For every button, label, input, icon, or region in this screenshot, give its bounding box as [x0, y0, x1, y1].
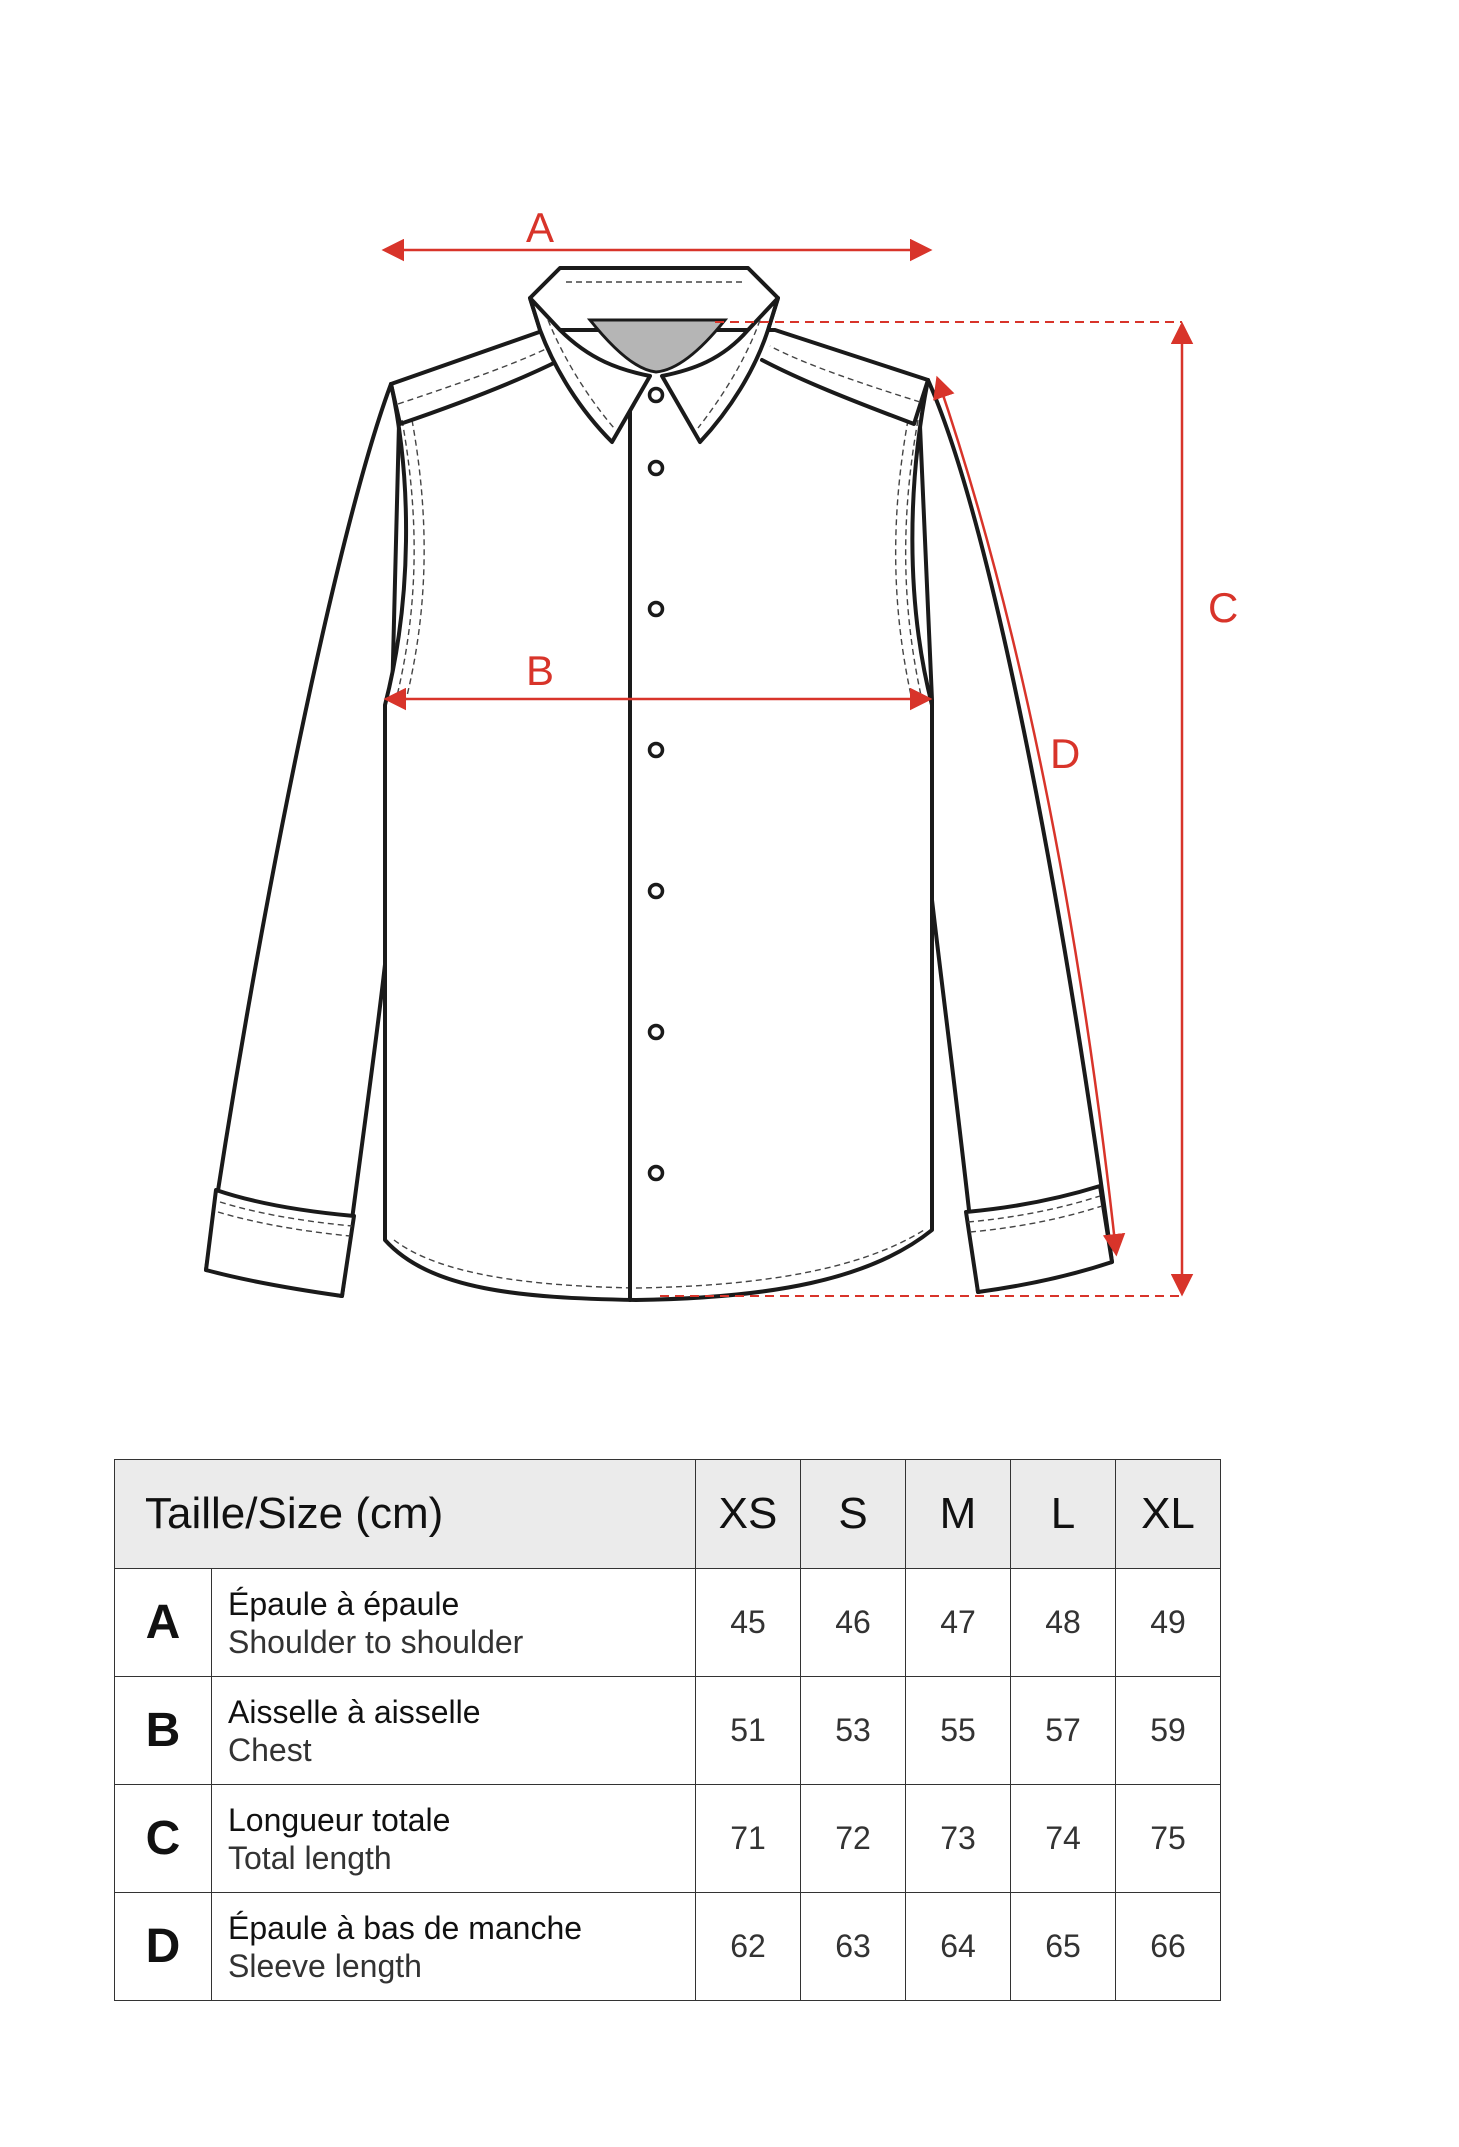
- value-cell: 74: [1011, 1785, 1116, 1893]
- value-cell: 59: [1116, 1677, 1221, 1785]
- table-row: [115, 1569, 1221, 1677]
- measure-c-label: C: [1208, 584, 1239, 631]
- value-cell: 57: [1011, 1677, 1116, 1785]
- label-french: Épaule à épaule: [228, 1585, 460, 1622]
- measure-d-label: D: [1050, 730, 1081, 777]
- value-cell: 51: [696, 1677, 801, 1785]
- value-cell: 46: [801, 1569, 906, 1677]
- value-cell: 64: [906, 1893, 1011, 2001]
- value-cell: 66: [1116, 1893, 1221, 2001]
- row-description: [212, 1785, 696, 1893]
- value-cell: 45: [696, 1569, 801, 1677]
- button-5: [650, 885, 663, 898]
- value-cell: 62: [696, 1893, 801, 2001]
- value-cell: 63: [801, 1893, 906, 2001]
- table-header-row: [115, 1460, 1221, 1569]
- row-description: [212, 1569, 696, 1677]
- label-french: Longueur totale: [228, 1801, 451, 1838]
- label-english: Total length: [228, 1839, 392, 1876]
- button-3: [650, 603, 663, 616]
- button-7: [650, 1167, 663, 1180]
- left-sleeve: [206, 384, 400, 1296]
- value-cell: 47: [906, 1569, 1011, 1677]
- size-table: [114, 1459, 1221, 2001]
- row-letter: C: [115, 1785, 212, 1893]
- button-6: [650, 1026, 663, 1039]
- value-cell: 55: [906, 1677, 1011, 1785]
- label-english: Chest: [228, 1731, 312, 1768]
- table-row: [115, 1785, 1221, 1893]
- size-header-xs: XS: [696, 1460, 801, 1569]
- row-letter: B: [115, 1677, 212, 1785]
- value-cell: 71: [696, 1785, 801, 1893]
- row-letter: D: [115, 1893, 212, 2001]
- button-4: [650, 744, 663, 757]
- value-cell: 65: [1011, 1893, 1116, 2001]
- button-1: [650, 389, 663, 402]
- button-2: [650, 462, 663, 475]
- table-row: [115, 1677, 1221, 1785]
- value-cell: 49: [1116, 1569, 1221, 1677]
- value-cell: 48: [1011, 1569, 1116, 1677]
- size-header-l: L: [1011, 1460, 1116, 1569]
- table-title: Taille/Size (cm): [115, 1460, 696, 1569]
- row-description: [212, 1893, 696, 2001]
- row-description: [212, 1677, 696, 1785]
- size-header-m: M: [906, 1460, 1011, 1569]
- right-sleeve: [918, 380, 1112, 1292]
- size-header-xl: XL: [1116, 1460, 1221, 1569]
- measure-b-label: B: [525, 647, 555, 694]
- label-english: Sleeve length: [228, 1947, 422, 1984]
- value-cell: 73: [906, 1785, 1011, 1893]
- label-english: Shoulder to shoulder: [228, 1623, 524, 1660]
- measure-a-label: A: [525, 204, 555, 251]
- table-row: [115, 1893, 1221, 2001]
- label-french: Aisselle à aisselle: [228, 1693, 481, 1730]
- size-header-s: S: [801, 1460, 906, 1569]
- row-letter: A: [115, 1569, 212, 1677]
- value-cell: 53: [801, 1677, 906, 1785]
- value-cell: 75: [1116, 1785, 1221, 1893]
- value-cell: 72: [801, 1785, 906, 1893]
- label-french: Épaule à bas de manche: [228, 1909, 583, 1946]
